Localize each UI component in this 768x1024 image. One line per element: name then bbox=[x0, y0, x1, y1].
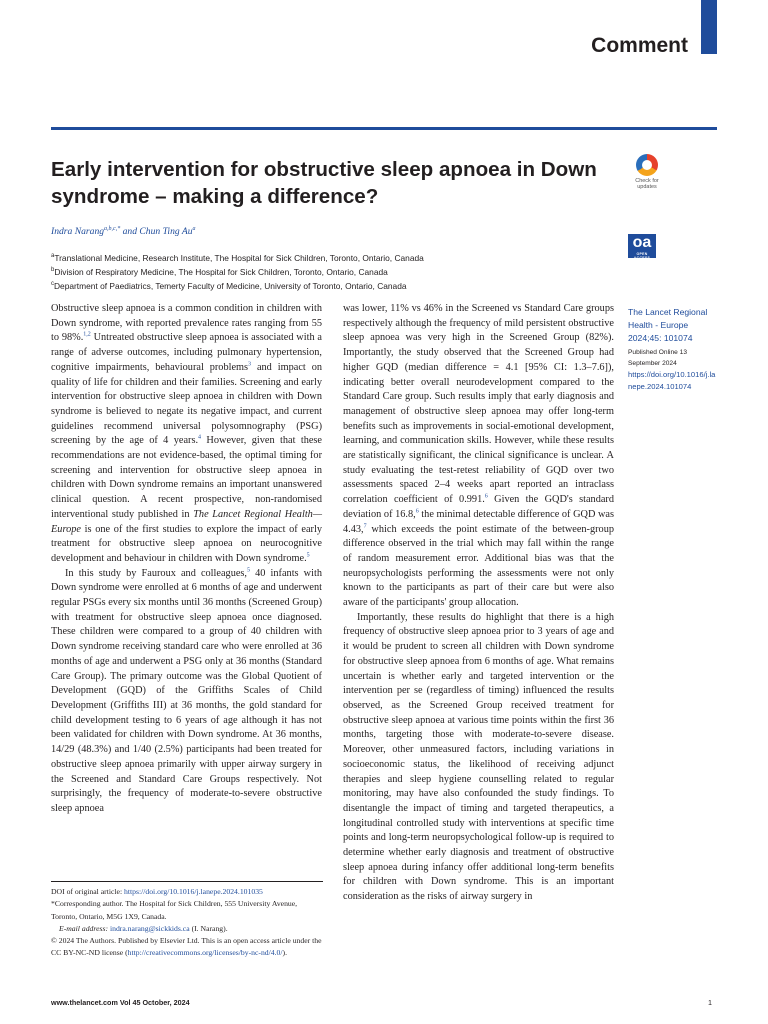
journal-info bbox=[628, 306, 718, 393]
citation[interactable]: 6 bbox=[484, 493, 488, 500]
oa-sublabel: OPEN ACCESS bbox=[633, 252, 651, 260]
citation[interactable]: 6 bbox=[415, 508, 419, 515]
check-updates-icon bbox=[636, 154, 658, 176]
affiliation: $^a$Translational Medicine, Research Institute, The Hospital for Sick Children, Toronto, Ontario, Canada bbox=[51, 253, 424, 263]
footnotes bbox=[51, 886, 323, 960]
license-line: © 2024 The Authors. Published by Elsevier Ltd. This is an open access article under the CC BY-NC-ND license (http://creativecommons.org/licenses/by-nc-nd/4.0/). bbox=[51, 936, 322, 958]
footnote-rule bbox=[51, 881, 323, 882]
author-name[interactable]: Chun Ting Au bbox=[139, 226, 193, 237]
license-link[interactable]: http://creativecommons.org/licenses/by-nc-nd/4.0/ bbox=[127, 948, 283, 958]
author-conjunction: and bbox=[120, 226, 140, 237]
affiliation: $^c$Department of Paediatrics, Temerty Faculty of Medicine, University of Toronto, Ontario, Canada bbox=[51, 281, 407, 291]
citation[interactable]: 1,2 bbox=[83, 331, 91, 338]
section-label: Comment bbox=[591, 34, 688, 57]
citation[interactable]: 5 bbox=[306, 552, 310, 559]
journal-title-italic: The Lancet Regional Health—Europe bbox=[51, 508, 322, 535]
body-column-left bbox=[51, 302, 322, 817]
article-title: Early intervention for obstructive sleep apnoea in Down syndrome – making a difference? bbox=[51, 158, 597, 208]
author-name[interactable]: Indra Narang bbox=[51, 226, 105, 237]
doi-original: DOI of original article: https://doi.org/10.1016/j.lanepe.2024.101035 bbox=[51, 887, 263, 896]
header-accent-bar bbox=[701, 0, 717, 54]
body-column-right bbox=[343, 302, 614, 905]
check-updates-label: Check for updates bbox=[635, 178, 659, 190]
paragraph: Importantly, these results do highlight that there is a high frequency of obstructive sleep apnoea prior to 3 years of age and it would be prudent to screen all children with Down syndrome for obstructive sleep apnoea from 6 months of age. What remains uncertain is whether early and targeted intervention or the intervention per se (regardless of timing) influenced the results observed, as the Screened Group received treatment for obstructive sleep apnoea at various time points within the first 36 months, targeting those with moderate-to-severe disease. Moreover, other unmeasured factors, including variations in socioeconomic status, the likelihood of receiving adjunct therapies and sleep hygiene counselling related to regular monitoring, may have also confounded the study findings. To disentangle the impact of timing and targeted therapeutics, a longitudinal controlled study with interventions at specific time points and long-term neuropsychological follow-up is required to determine whether early diagnosis and treatment of obstructive sleep apnoea during infancy offer additional long-term benefits for children with Down syndrome. This is an important consideration as the risks of airway surgery in bbox=[343, 611, 614, 903]
journal-name: The Lancet Regional Health - Europe bbox=[628, 307, 708, 330]
author-sup: a bbox=[192, 225, 196, 232]
author-line bbox=[51, 226, 196, 237]
oa-logo: oa bbox=[632, 234, 652, 251]
header-rule bbox=[51, 127, 717, 130]
email-link[interactable]: indra.narang@sickkids.ca bbox=[109, 923, 190, 933]
author-sup: a,b,c,* bbox=[104, 225, 121, 232]
affiliation: $^b$Division of Respiratory Medicine, The Hospital for Sick Children, Toronto, Ontario, Canada bbox=[51, 267, 388, 277]
journal-volume: 2024;45: 101074 bbox=[628, 333, 693, 343]
page-number: 1 bbox=[708, 998, 712, 1007]
article-doi-link[interactable]: https://doi.org/10.1016/j.lanepe.2024.101074 bbox=[628, 370, 716, 391]
citation[interactable]: 5 bbox=[247, 567, 250, 574]
footer-site[interactable]: www.thelancet.com Vol 45 October, 2024 bbox=[51, 998, 190, 1007]
published-date: Published Online 13 September 2024 bbox=[628, 349, 688, 367]
original-article-link[interactable]: https://doi.org/10.1016/j.lanepe.2024.101035 bbox=[124, 887, 263, 896]
citation[interactable]: 3 bbox=[248, 361, 252, 368]
citation[interactable]: 7 bbox=[363, 523, 367, 530]
paragraph: Obstructive sleep apnoea is a common condition in children with Down syndrome, with reported prevalence rates ranging from 55 to 98%.$^{1,2}$ Untreated obstructive sleep apnoea is associated with a range of adverse outcomes, including pulmonary hypertension, cognitive impairments, behavioural problems$^3$ and impact on quality of life for children and their families. Screening and early intervention for obstructive sleep apnoea in children with Down syndrome is believed to negate its negative impact, and current guidelines recommend universal polysomnography (PSG) screening by the age of 4 years.$^4$ However, given that these recommendations are not evidence-based, the optimal timing for screening and intervention for obstructive sleep apnoea in children with Down syndrome remains an important unanswered clinical question. A recent prospective, non-randomised interventional study published in The Lancet Regional Health—Europe is one of the first studies to explore the impact of early treatment for obstructive sleep apnoea on neurocognitive development and behaviour in children with Down syndrome.$^5$ bbox=[51, 303, 322, 564]
citation[interactable]: 4 bbox=[198, 434, 202, 441]
check-for-updates-badge[interactable] bbox=[628, 154, 666, 198]
open-access-badge bbox=[628, 234, 656, 258]
paragraph: In this study by Fauroux and colleagues,$^5$ 40 infants with Down syndrome were enrolled at 6 months of age and underwent regular PSGs every six months until 36 months (Screened Group) with treatment for obstructive sleep apnoea once diagnosed. These children were compared to a group of 40 children with Down syndrome receiving standard care who were enrolled at 36 months of age and underwent a PSG only at 36 months (Standard Care Group). The primary outcome was the Global Quotient of Development (GQD) of the Griffiths Scales of Child Development (Griffiths III) at 36 months, the gold standard for child development testing to 6 years of age although it has not been validated for children with Down syndrome. At 36 months, 14/29 (48.3%) and 1/40 (2.5%) participants had been treated for obstructive sleep apnoea primarily with upper airway surgery in the Screened and Standard Care Groups respectively. Not surprisingly, the frequency of moderate-to-severe obstructive sleep apnoea bbox=[51, 567, 322, 814]
affiliations bbox=[51, 251, 611, 293]
corresponding-author: *Corresponding author. The Hospital for Sick Children, 555 University Avenue, Toronto, Ontario, M5G 1X9, Canada. bbox=[51, 899, 298, 921]
email-line: E-mail address: indra.narang@sickkids.ca (I. Narang). bbox=[59, 923, 228, 933]
paragraph: was lower, 11% vs 46% in the Screened vs Standard Care groups respectively although the frequency of mild persistent obstructive sleep apnoea was very high in the Screened Group (82%). Importantly, the study observed that the Screened Group had higher GQD (median difference = 4.1 [95% CI: 1.3–7.6]), indicating better overall neurodevelopment compared to the Standard Care group. Such results imply that early diagnosis and management of obstructive sleep apnoea may offer long-term benefits such as improvements in social-emotional development, learning, and communication skills. However, while these results are statistically significant, the clinical significance is unclear. A study evaluating the test-retest reliability of GQD over two assessments spaced 2–4 weeks apart reported an intraclass correlation coefficient of 0.991.$^6$ Given the GQD's standard deviation of 16.8,$^6$ the minimal detectable difference of GQD was 4.43,$^7$ which exceeds the point estimate of the between-group difference observed in the trial which may fall within the range of random measurement error. Additional bias was that the neuropsychologists performing the assessments were not only known to the participants as part of their care but were also aware of the participants' group allocation. bbox=[343, 303, 614, 609]
